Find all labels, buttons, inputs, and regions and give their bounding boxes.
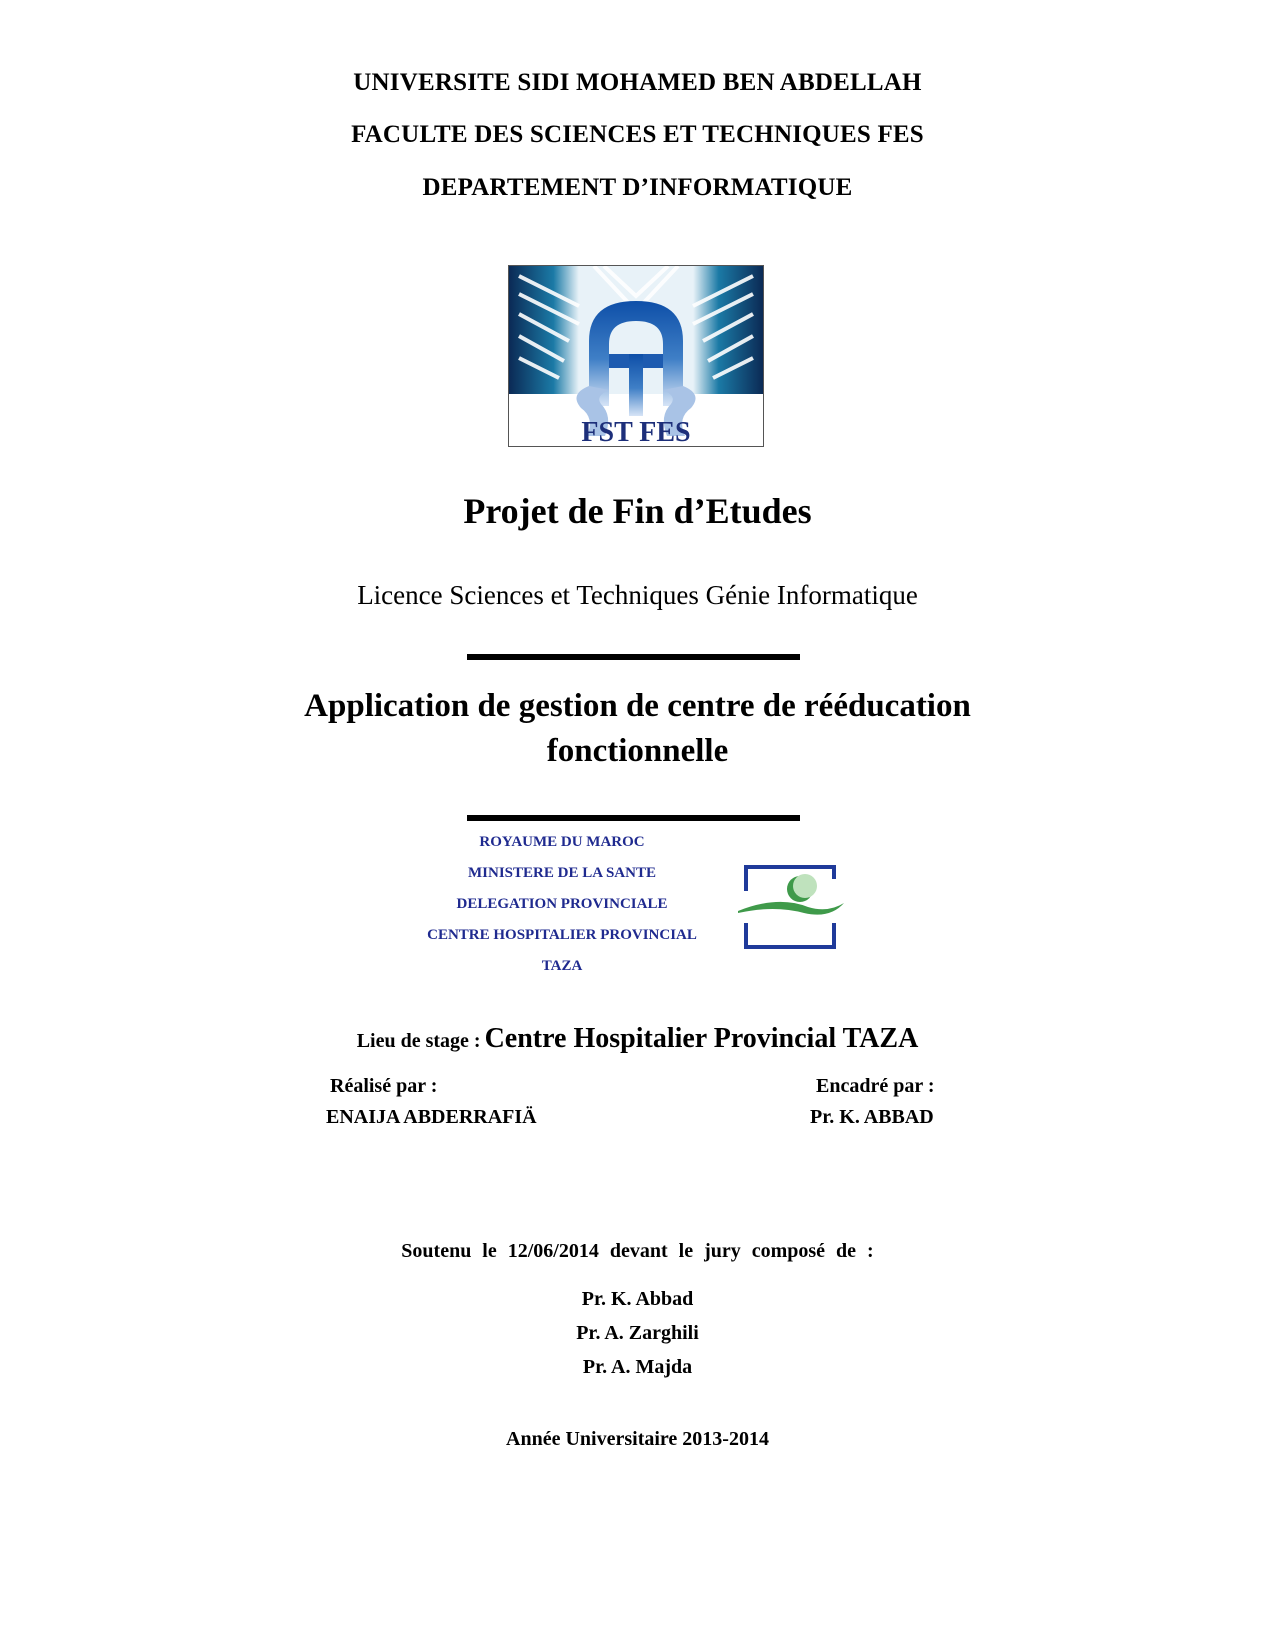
document-title: Projet de Fin d’Etudes	[463, 491, 812, 531]
supervisor-name: Pr. K. ABBAD	[810, 1106, 934, 1128]
ministry-line-ministry: MINISTERE DE LA SANTE	[468, 865, 656, 881]
university-name: UNIVERSITE SIDI MOHAMED BEN ABDELLAH	[353, 69, 922, 96]
ministry-of-health-logo-icon	[738, 865, 848, 955]
jury-member: Pr. A. Zarghili	[576, 1322, 699, 1344]
faculty-name: FACULTE DES SCIENCES ET TECHNIQUES FES	[351, 121, 924, 148]
supervisor-label: Encadré par :	[816, 1075, 935, 1097]
department-name: DEPARTEMENT D’INFORMATIQUE	[422, 174, 853, 201]
internship-location	[0, 1023, 1275, 1055]
ministry-line-delegation: DELEGATION PROVINCIALE	[456, 896, 668, 912]
defense-statement: Soutenu le 12/06/2014 devant le jury composé de :	[401, 1240, 874, 1262]
fst-fes-logo-icon	[508, 265, 764, 447]
degree-label: Licence Sciences et Techniques Génie Informatique	[357, 580, 918, 610]
project-title-line1: Application de gestion de centre de rééducation	[304, 688, 971, 724]
author-name: ENAIJA ABDERRAFIÄ	[326, 1106, 537, 1128]
fst-fes-logo-text: FST FES	[581, 417, 691, 446]
divider-bottom	[467, 815, 800, 821]
divider-top	[467, 654, 800, 660]
project-title-line2: fonctionnelle	[546, 733, 729, 769]
academic-year: Année Universitaire 2013-2014	[506, 1428, 769, 1450]
jury-member: Pr. A. Majda	[582, 1356, 693, 1378]
ministry-line-city: TAZA	[541, 958, 583, 974]
internship-value: Centre Hospitalier Provincial TAZA	[484, 1023, 919, 1054]
jury-member: Pr. K. Abbad	[581, 1288, 694, 1310]
ministry-line-kingdom: ROYAUME DU MAROC	[479, 834, 645, 850]
ministry-line-hospital: CENTRE HOSPITALIER PROVINCIAL	[427, 927, 697, 943]
internship-label: Lieu de stage :	[356, 1030, 481, 1052]
author-label: Réalisé par :	[330, 1075, 438, 1097]
